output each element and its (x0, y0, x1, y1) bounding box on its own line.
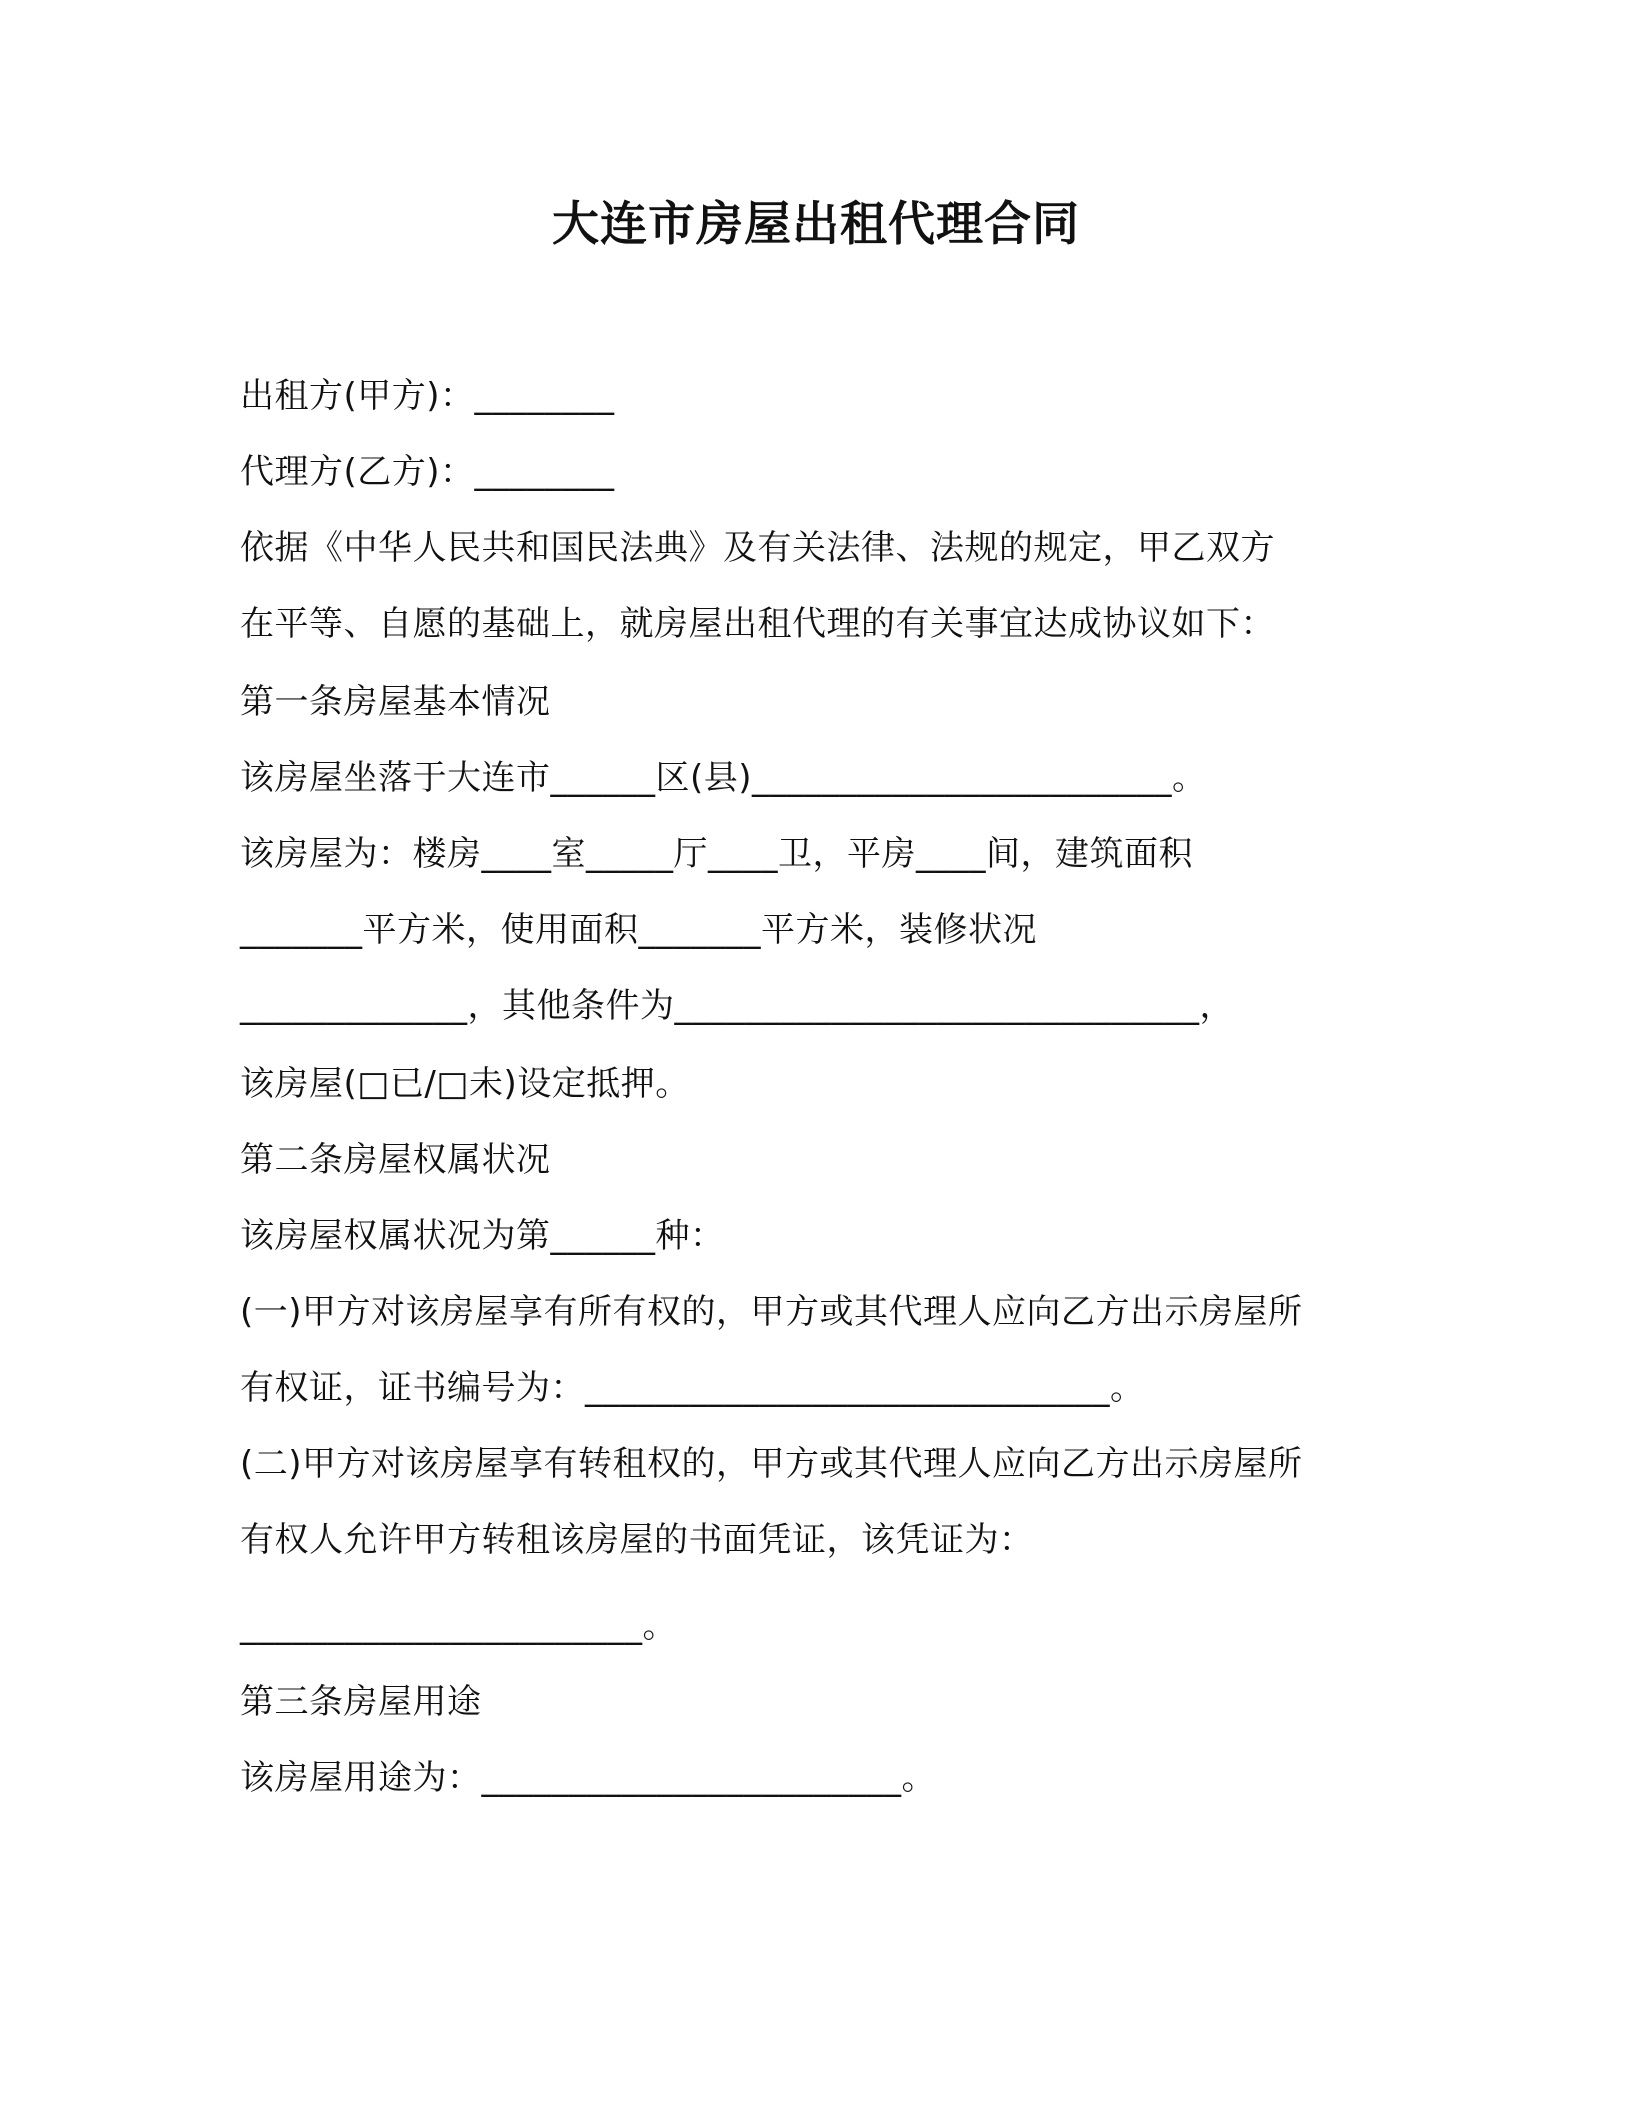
ownership-type-line: 该房屋权属状况为第______种： (240, 1216, 725, 1256)
preamble-line-2: 在平等、自愿的基础上，就房屋出租代理的有关事宜达成协议如下： (240, 604, 1275, 644)
property-conditions-line: _____________，其他条件为______________________________， (240, 986, 1234, 1026)
preamble-line-1: 依据《中华人民共和国民法典》及有关法律、法规的规定，甲乙双方 (240, 528, 1275, 568)
property-use-line: 该房屋用途为：________________________。 (240, 1758, 936, 1798)
ownership-clause-2-line-2: 有权人允许甲方转租该房屋的书面凭证，该凭证为： (240, 1520, 1034, 1560)
ownership-clause-1-line-1: (一)甲方对该房屋享有所有权的，甲方或其代理人应向乙方出示房屋所 (240, 1292, 1303, 1332)
lessor-line: 出租方(甲方)：________ (240, 376, 615, 416)
article-1-heading: 第一条房屋基本情况 (240, 682, 551, 722)
property-layout-line: 该房屋为：楼房____室_____厅____卫，平房____间，建筑面积 (240, 834, 1193, 874)
ownership-clause-2-line-1: (二)甲方对该房屋享有转租权的，甲方或其代理人应向乙方出示房屋所 (240, 1444, 1303, 1484)
article-2-heading: 第二条房屋权属状况 (240, 1140, 551, 1180)
mortgage-line: 该房屋(□已/□未)设定抵押。 (240, 1064, 690, 1104)
property-area-line: _______平方米，使用面积_______平方米，装修状况 (240, 910, 1037, 950)
property-location-line: 该房屋坐落于大连市______区(县)________________________。 (240, 758, 1207, 798)
ownership-clause-2-line-3: _______________________。 (240, 1606, 677, 1646)
ownership-clause-1-line-2: 有权证，证书编号为：______________________________。 (240, 1368, 1145, 1408)
article-3-heading: 第三条房屋用途 (240, 1682, 482, 1722)
document-title: 大连市房屋出租代理合同 (552, 197, 1080, 252)
agent-line: 代理方(乙方)：________ (240, 452, 615, 492)
